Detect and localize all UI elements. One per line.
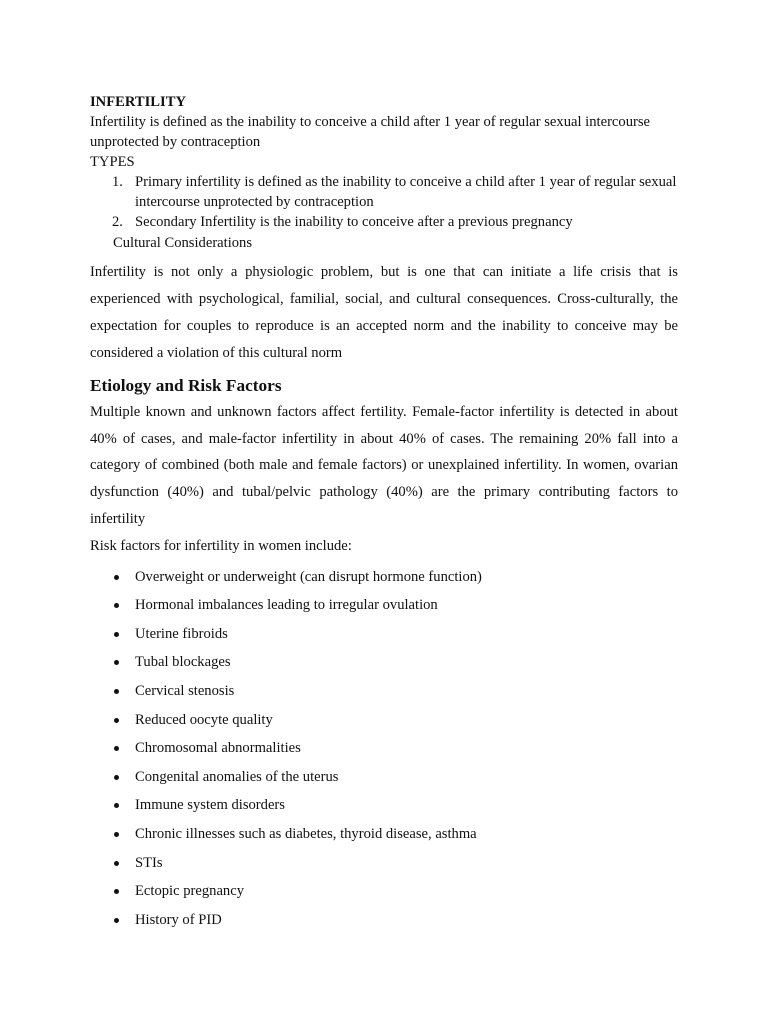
risk-factors-intro: Risk factors for infertility in women include: [90, 538, 352, 555]
etiology-heading: Etiology and Risk Factors [90, 375, 282, 395]
type-item [90, 172, 678, 212]
risk-factor-text: Congenital anomalies of the uterus [135, 768, 339, 785]
risk-factor-text: Immune system disorders [135, 797, 285, 814]
risk-factor-text: Cervical stenosis [135, 683, 235, 700]
bullet-icon [114, 775, 119, 780]
risk-factor-text: History of PID [135, 911, 222, 928]
risk-factors-list [90, 563, 678, 935]
bullet-icon [114, 803, 119, 808]
list-item [90, 563, 678, 592]
list-item [90, 677, 678, 706]
bullet-icon [114, 832, 119, 837]
risk-factor-text: Chronic illnesses such as diabetes, thyroid disease, asthma [135, 826, 477, 842]
list-item [90, 763, 678, 792]
list-item [90, 734, 678, 763]
type-item [90, 212, 678, 232]
document-title: INFERTILITY [90, 94, 186, 110]
risk-factor-text: Tubal blockages [135, 654, 231, 671]
bullet-icon [114, 746, 119, 751]
list-item [90, 791, 678, 820]
risk-factor-text: STIs [135, 854, 163, 871]
risk-factor-text: Reduced oocyte quality [135, 711, 273, 728]
bullet-icon [114, 603, 119, 608]
list-item [90, 820, 678, 849]
list-item [90, 620, 678, 649]
bullet-icon [114, 575, 119, 580]
type-text: Secondary Infertility is the inability to conceive after a previous pregnancy [135, 214, 573, 230]
risk-factor-text: Ectopic pregnancy [135, 883, 244, 900]
bullet-icon [114, 660, 119, 665]
bullet-icon [114, 718, 119, 723]
bullet-icon [114, 689, 119, 694]
list-item [90, 877, 678, 906]
list-item [90, 906, 678, 935]
list-item [90, 591, 678, 620]
risk-factor-text: Uterine fibroids [135, 625, 228, 642]
risk-factor-text: Overweight or underweight (can disrupt hormone function) [135, 568, 482, 585]
types-label: TYPES [90, 154, 135, 170]
list-item [90, 648, 678, 677]
list-item [90, 706, 678, 735]
types-list [90, 172, 678, 232]
risk-factor-text: Chromosomal abnormalities [135, 740, 301, 757]
bullet-icon [114, 889, 119, 894]
type-number: 1. [112, 174, 123, 190]
cultural-paragraph: Infertility is not only a physiologic problem, but is one that can initiate a life crisis that is experienced with psychological, familial, social, and cultural consequences. Cross-culturally, the expectation for couples to reproduce is an accepted norm and the inability to conceive may be considered a violation of this cultural norm [90, 264, 678, 361]
document-content [90, 93, 678, 934]
etiology-paragraph: Multiple known and unknown factors affect fertility. Female-factor infertility is detected in about 40% of cases, and male-factor infertility in about 40% of cases. The remaining 20% fall into a category of combined (both male and female factors) or unexplained infertility. In women, ovarian dysfunction (40%) and tubal/pelvic pathology (40%) are the primary contributing factors to infertility [90, 403, 678, 528]
risk-factor-text: Hormonal imbalances leading to irregular ovulation [135, 597, 438, 614]
type-number: 2. [112, 214, 123, 230]
bullet-icon [114, 861, 119, 866]
cultural-considerations-label: Cultural Considerations [113, 235, 253, 251]
definition-text: Infertility is defined as the inability to conceive a child after 1 year of regular sexual intercourse unprotected by contraception [90, 114, 651, 150]
list-item [90, 849, 678, 878]
type-text: Primary infertility is defined as the inability to conceive a child after 1 year of regular sexual intercourse unprotected by contraception [135, 174, 677, 210]
bullet-icon [114, 632, 119, 637]
bullet-icon [114, 918, 119, 923]
